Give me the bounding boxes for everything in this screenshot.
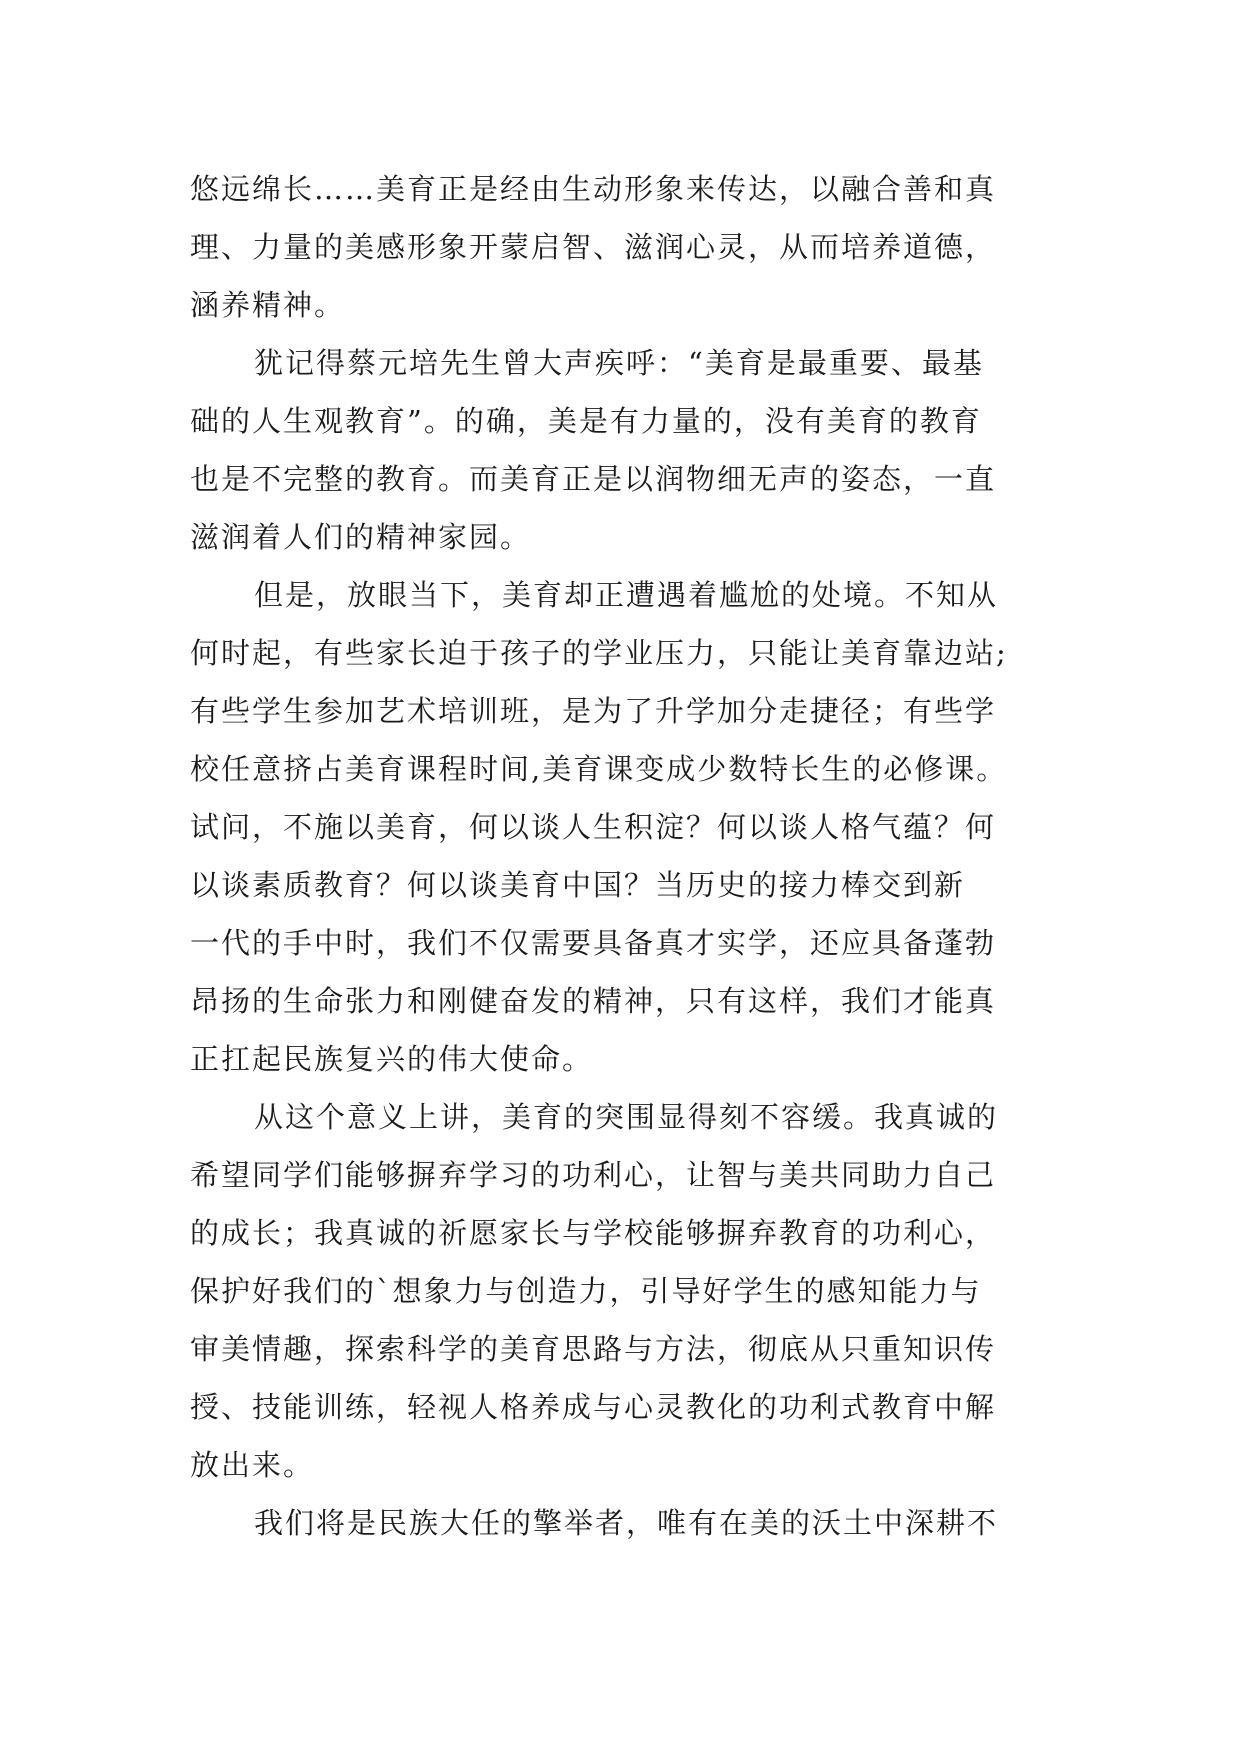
text-line: 试问，不施以美育，何以谈人生积淀？何以谈人格气蕴？何	[190, 810, 997, 844]
text-line: 放出来。	[190, 1448, 315, 1482]
paragraph-first-line: 我们将是民族大任的擎举者，唯有在美的沃土中深耕不	[254, 1506, 999, 1540]
paragraph-first-line: 犹记得蔡元培先生曾大声疾呼：“美育是最重要、最基	[254, 346, 984, 380]
text-line: 也是不完整的教育。而美育正是以润物细无声的姿态，一直	[190, 462, 997, 496]
text-line: 的成长；我真诚的祈愿家长与学校能够摒弃教育的功利心，	[190, 1216, 997, 1250]
text-line: 理、力量的美感形象开蒙启智、滋润心灵，从而培养道德，	[190, 230, 997, 264]
text-line: 以谈素质教育？何以谈美育中国？当历史的接力棒交到新	[190, 868, 966, 902]
text-line: 校任意挤占美育课程时间,美育课变成少数特长生的必修课。	[190, 752, 1008, 786]
paragraph-first-line: 但是，放眼当下，美育却正遭遇着尴尬的处境。不知从	[254, 578, 999, 612]
text-line: 授、技能训练，轻视人格养成与心灵教化的功利式教育中解	[190, 1390, 997, 1424]
text-line: 希望同学们能够摒弃学习的功利心，让智与美共同助力自己	[190, 1158, 997, 1192]
body-text	[190, 160, 1060, 1552]
text-line: 滋润着人们的精神家园。	[190, 520, 532, 554]
text-line: 昂扬的生命张力和刚健奋发的精神，只有这样，我们才能真	[190, 984, 997, 1018]
text-line: 审美情趣，探索科学的美育思路与方法，彻底从只重知识传	[190, 1332, 997, 1366]
text-line: 保护好我们的`想象力与创造力，引导好学生的感知能力与	[190, 1274, 982, 1308]
text-line: 悠远绵长……美育正是经由生动形象来传达，以融合善和真	[190, 172, 997, 206]
paragraph-first-line: 从这个意义上讲，美育的突围显得刻不容缓。我真诚的	[254, 1100, 999, 1134]
text-line: 有些学生参加艺术培训班，是为了升学加分走捷径；有些学	[190, 694, 997, 728]
text-line: 涵养精神。	[190, 288, 346, 322]
text-line: 何时起，有些家长迫于孩子的学业压力，只能让美育靠边站;	[190, 636, 1008, 670]
text-line: 一代的手中时，我们不仅需要具备真才实学，还应具备蓬勃	[190, 926, 997, 960]
text-line: 正扛起民族复兴的伟大使命。	[190, 1042, 594, 1076]
text-line: 础的人生观教育”。的确，美是有力量的，没有美育的教育	[190, 404, 982, 438]
